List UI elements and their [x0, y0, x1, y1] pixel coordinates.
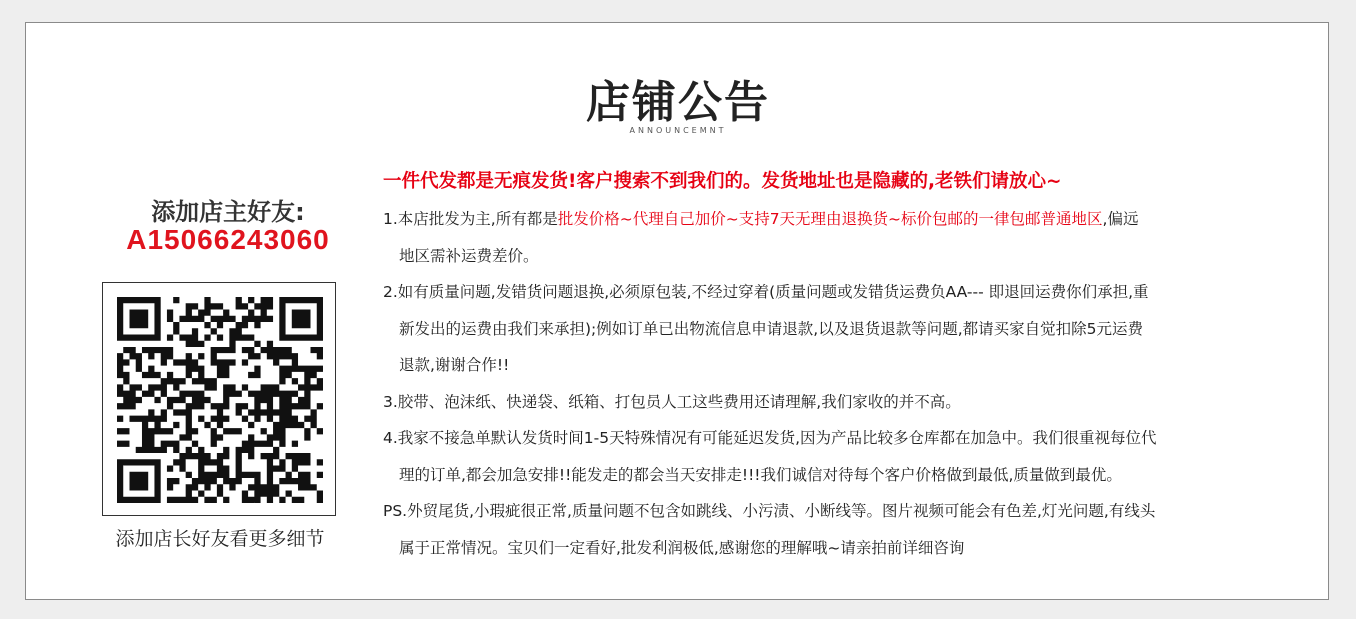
- qr-modules: [117, 297, 323, 503]
- notice-ps-cont: 属于正常情况。宝贝们一定看好,批发利润极低,感谢您的理解哦~请亲拍前详细咨询: [399, 538, 965, 557]
- notice-list: [383, 168, 1303, 569]
- notice-headline: 一件代发都是无痕发货!客户搜索不到我们的。发货地址也是隐藏的,老铁们请放心~: [383, 171, 1062, 192]
- notice-text: 1.本店批发为主,所有都是: [383, 210, 558, 228]
- notice-item-1-cont: 地区需补运费差价。: [399, 246, 539, 265]
- notice-item-4: 4.我家不接急单默认发货时间1-5天特殊情况有可能延迟发货,因为产品比较多仓库都在加急中。我们很重视每位代: [383, 429, 1157, 447]
- notice-item-4-cont: 理的订单,都会加急安排!!能发走的都会当天安排走!!!我们诚信对待每个客户价格做到最低,质量做到最优。: [399, 465, 1122, 484]
- add-friend-label: 添加店主好友:: [151, 198, 305, 226]
- notice-item-3: 3.胶带、泡沫纸、快递袋、纸箱、打包员人工这些费用还请理解,我们家收的并不高。: [383, 392, 961, 411]
- qr-caption: 添加店长好友看更多细节: [115, 528, 325, 550]
- page-subtitle: ANNOUNCEMNT: [629, 126, 727, 135]
- qr-code: [102, 282, 336, 516]
- notice-item-2-cont: 退款,谢谢合作!!: [399, 356, 510, 374]
- notice-ps: PS.外贸尾货,小瑕疵很正常,质量问题不包含如跳线、小污渍、小断线等。图片视频可能会有色差,灯光问题,有线头: [383, 502, 1156, 520]
- notice-item-2-cont: 新发出的运费由我们来承担);例如订单已出物流信息申请退款,以及退货退款等问题,都请买家自觉扣除5元运费: [399, 319, 1143, 338]
- notice-item-2: 2.如有质量问题,发错货问题退换,必须原包装,不经过穿着(质量问题或发错货运费负AA--- 即退回运费你们承担,重: [383, 283, 1149, 301]
- notice-text: ,偏远: [1102, 210, 1139, 228]
- notice-highlight: 批发价格~代理自己加价~支持7天无理由退换货~标价包邮的一律包邮普通地区: [557, 210, 1103, 228]
- qr-code-image: [117, 297, 323, 503]
- notice-item-1: [383, 204, 1303, 241]
- page-title: 店铺公告: [586, 77, 770, 128]
- contact-id: A15066243060: [126, 224, 330, 255]
